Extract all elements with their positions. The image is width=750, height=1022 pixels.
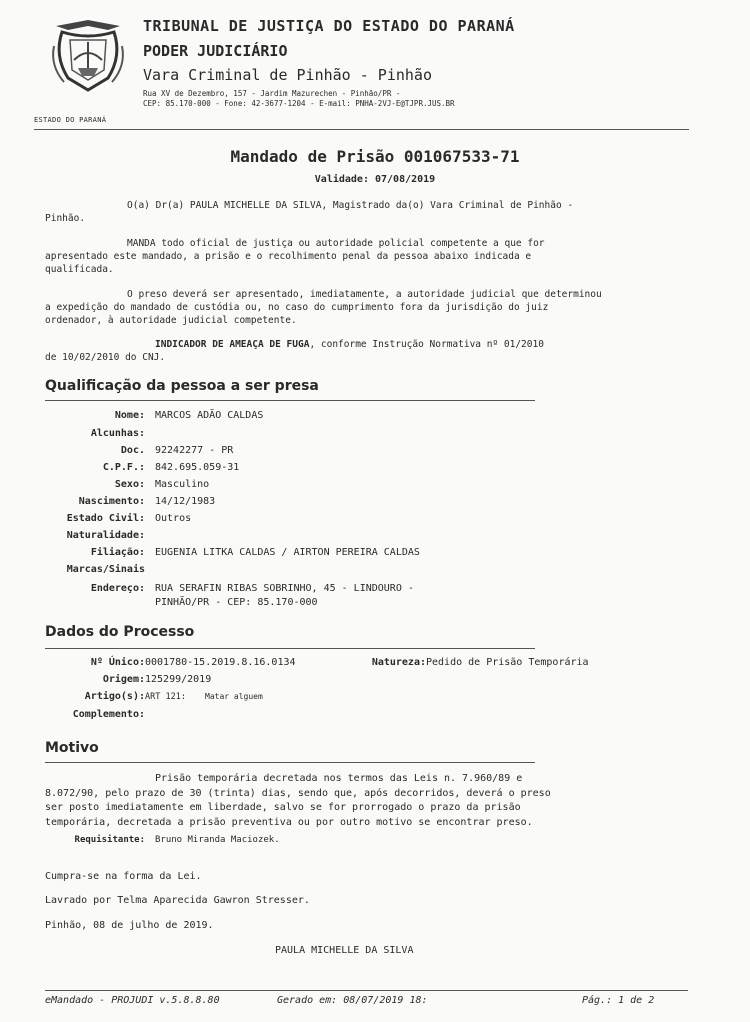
article-code: ART 121:: [145, 692, 186, 702]
reason-line4: temporária, decretada a prisão preventiva ou por outro motivo se encontrar preso.: [45, 816, 533, 828]
compliance-statement: Cumpra-se na forma da Lei.: [45, 871, 202, 882]
person-field-label: Naturalidade:: [66, 530, 145, 541]
person-field-value: MARCOS ADÃO CALDAS: [155, 410, 264, 421]
person-field-label: C.P.F.:: [102, 462, 145, 473]
person-field-value: 14/12/1983: [155, 496, 216, 507]
complement-label: Complemento:: [72, 709, 145, 720]
footer-page: Pág.: 1 de 2: [582, 995, 655, 1006]
person-field-label: Endereço:: [90, 583, 145, 594]
reason-line1: Prisão temporária decretada nos termos das Leis n. 7.960/89 e: [155, 773, 523, 784]
reason-section-heading: Motivo: [45, 740, 99, 756]
flight-risk-rest: , conforme Instrução Normativa nº 01/2010: [309, 339, 544, 350]
person-field-label: Alcunhas:: [90, 428, 145, 439]
parana-coat-of-arms-icon: [48, 16, 128, 96]
presentation-line1: O preso deverá ser apresentado, imediatamente, a autoridade judicial que determinou: [127, 289, 602, 300]
vara-name: Vara Criminal de Pinhão - Pinhão: [143, 66, 432, 84]
branch-name: PODER JUDICIÁRIO: [143, 42, 288, 60]
process-number-label: Nº Único:: [90, 657, 145, 668]
order-line2: apresentado este mandado, a prisão e o recolhimento penal da pessoa abaixo indicada e: [45, 251, 532, 262]
court-address: Rua XV de Dezembro, 157 - Jardim Mazurechen - Pinhão/PR -: [143, 89, 401, 98]
order-line1: MANDA todo oficial de justiça ou autoridade policial competente a que for: [127, 238, 545, 249]
intro-line2: Pinhão.: [45, 213, 86, 224]
requester-value: Bruno Miranda Maciozek.: [155, 835, 280, 845]
person-section-heading: Qualificação da pessoa a ser presa: [45, 378, 319, 394]
flight-risk-line2: de 10/02/2010 do CNJ.: [45, 352, 166, 363]
footer-generated: Gerado em: 08/07/2019 18:: [277, 995, 428, 1006]
person-section-divider: [45, 400, 535, 401]
person-field-label: Marcas/Sinais: [66, 564, 145, 575]
person-field-label: Nascimento:: [78, 496, 145, 507]
reason-paragraph: [45, 772, 695, 830]
crest-caption: ESTADO DO PARANÁ: [34, 116, 107, 124]
flight-risk-paragraph: [45, 338, 695, 364]
presentation-paragraph: [45, 288, 695, 327]
reason-line2: 8.072/90, pelo prazo de 30 (trinta) dias, sendo que, após decorridos, deverá o preso: [45, 787, 551, 799]
validity-date: Validade: 07/08/2019: [314, 174, 436, 185]
flight-risk-indicator: INDICADOR DE AMEAÇA DE FUGA: [155, 339, 310, 350]
person-field-label: Nome:: [114, 410, 145, 421]
person-field-value: Masculino: [155, 479, 210, 490]
person-field-value: EUGENIA LITKA CALDAS / AIRTON PEREIRA CALDAS: [155, 547, 420, 558]
process-number-value: 0001780-15.2019.8.16.0134: [145, 657, 296, 668]
nature-label: Natureza:: [371, 657, 426, 668]
process-section-divider: [45, 648, 535, 649]
person-field-value: 842.695.059-31: [155, 462, 240, 473]
footer-system: eMandado - PROJUDI v.5.8.8.80: [45, 995, 220, 1006]
process-section-heading: Dados do Processo: [45, 624, 195, 640]
document-title: Mandado de Prisão 001067533-71: [230, 147, 520, 166]
article-description: Matar alguem: [205, 692, 263, 701]
requester-label: Requisitante:: [74, 835, 145, 845]
order-paragraph: [45, 237, 695, 276]
person-field-value: 92242277 - PR: [155, 445, 234, 456]
intro-line1: O(a) Dr(a) PAULA MICHELLE DA SILVA, Magistrado da(o) Vara Criminal de Pinhão -: [127, 200, 574, 211]
place-date: Pinhão, 08 de julho de 2019.: [45, 920, 214, 931]
header-divider: [34, 129, 689, 130]
drafted-by: Lavrado por Telma Aparecida Gawron Stresser.: [45, 895, 310, 906]
reason-line3: ser posto imediatamente em liberdade, salvo se for prorrogado o prazo da prisão: [45, 802, 521, 813]
person-field-label: Estado Civil:: [66, 513, 145, 524]
address-line2: PINHÃO/PR - CEP: 85.170-000: [155, 597, 318, 608]
intro-paragraph: [45, 199, 695, 225]
court-contact: CEP: 85.170-000 - Fone: 42-3677-1204 - E-mail: PNHA-2VJ-E@TJPR.JUS.BR: [143, 99, 455, 108]
order-line3: qualificada.: [45, 264, 114, 275]
person-field-value: RUA SERAFIN RIBAS SOBRINHO, 45 - LINDOURO -: [155, 583, 414, 594]
person-field-label: Sexo:: [114, 479, 145, 490]
footer-divider: [45, 990, 688, 991]
article-label: Artigo(s):: [84, 691, 145, 702]
judge-signature: PAULA MICHELLE DA SILVA: [275, 945, 414, 956]
origin-label: Origem:: [102, 674, 145, 685]
presentation-line2: a expedição do mandado de custódia ou, no caso do cumprimento fora da jurisdição do juiz: [45, 302, 549, 313]
person-field-label: Doc.: [120, 445, 145, 456]
person-field-label: Filiação:: [90, 547, 145, 558]
origin-value: 125299/2019: [145, 674, 212, 685]
court-name: TRIBUNAL DE JUSTIÇA DO ESTADO DO PARANÁ: [143, 17, 515, 35]
reason-section-divider: [45, 762, 535, 763]
presentation-line3: ordenador, à autoridade judicial competente.: [45, 315, 297, 326]
nature-value: Pedido de Prisão Temporária: [426, 657, 589, 668]
person-field-value: Outros: [155, 513, 192, 524]
